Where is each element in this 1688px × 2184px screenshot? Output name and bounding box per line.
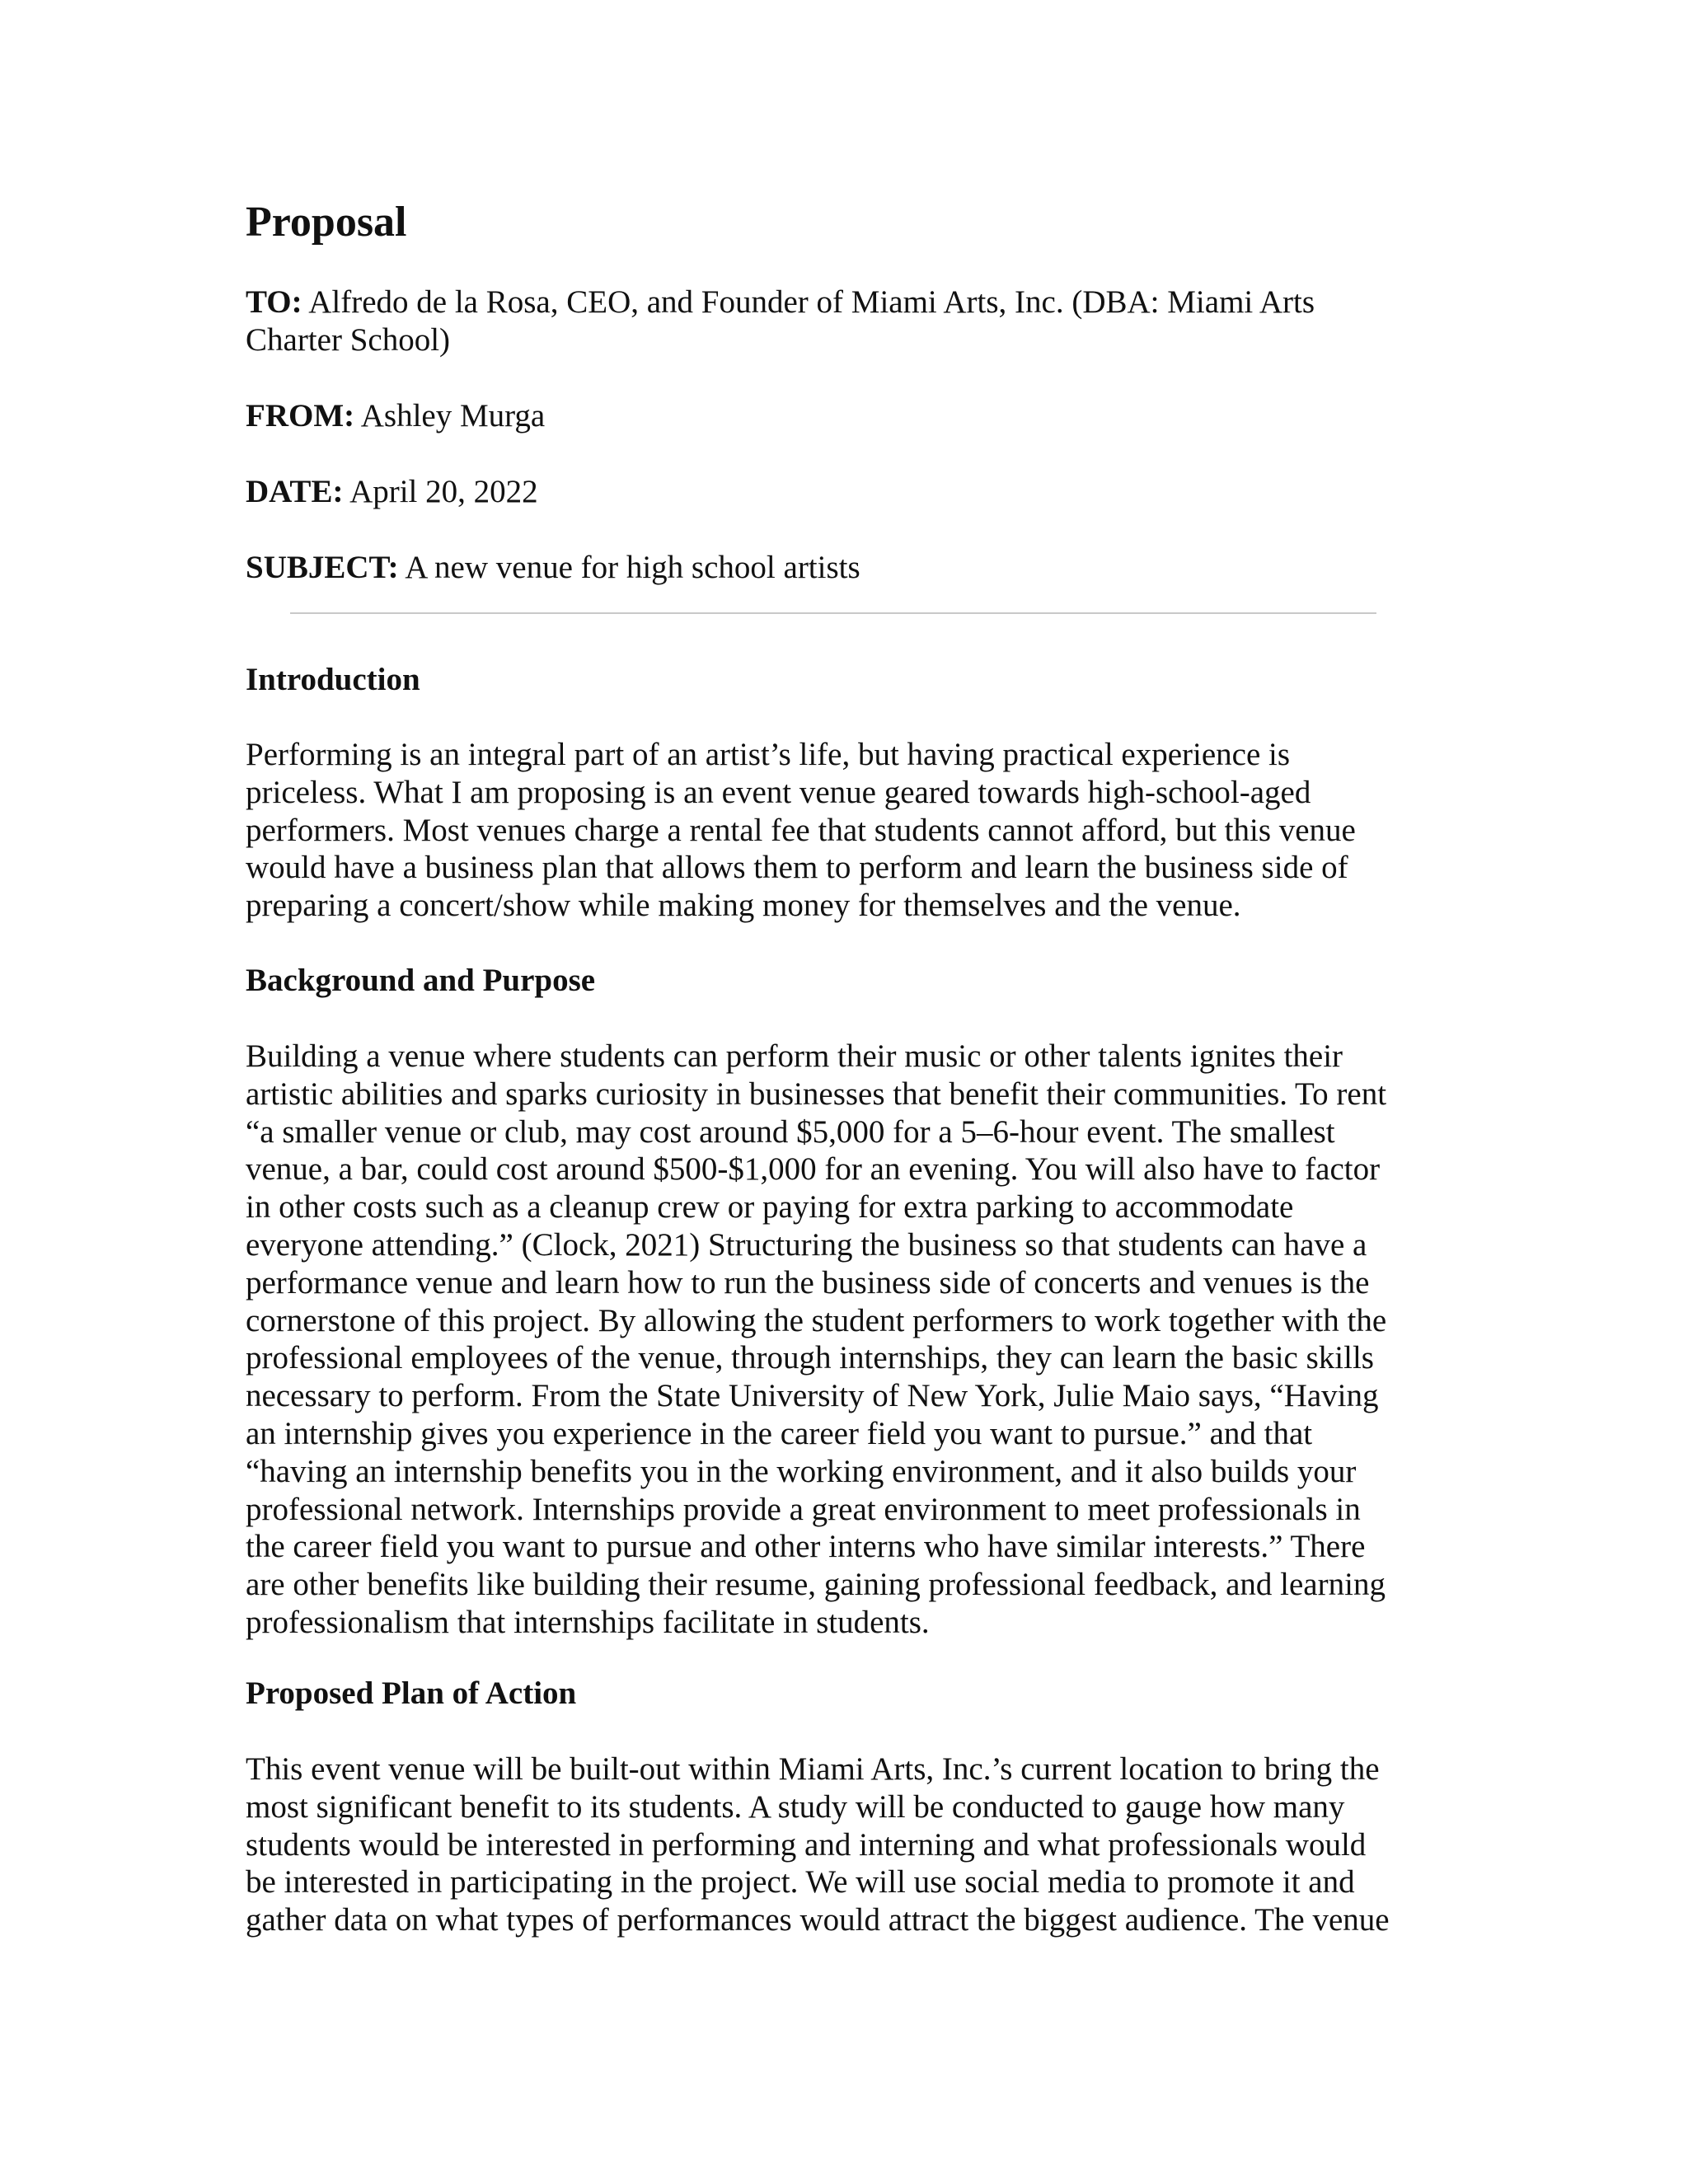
paragraph-line: are other benefits like building their resume, gaining professional feedback, and learning bbox=[246, 1567, 1386, 1603]
paragraph-line: would have a business plan that allows them to perform and learn the business side of bbox=[246, 850, 1348, 886]
paragraph-line: most significant benefit to its students. A study will be conducted to gauge how many bbox=[246, 1788, 1345, 1825]
section-body-background-and-purpose bbox=[246, 1038, 1449, 1642]
memo-divider bbox=[290, 612, 1376, 614]
paragraph-line: an internship gives you experience in the career field you want to pursue.” and that bbox=[246, 1415, 1313, 1451]
paragraph-line: in other costs such as a cleanup crew or paying for extra parking to accommodate bbox=[246, 1189, 1294, 1226]
paragraph-line: artistic abilities and sparks curiosity in businesses that benefit their communities. To rent bbox=[246, 1076, 1387, 1112]
paragraph-line: priceless. What I am proposing is an event venue geared towards high-school-aged bbox=[246, 774, 1311, 810]
paragraph-line: performers. Most venues charge a rental fee that students cannot afford, but this venue bbox=[246, 812, 1356, 848]
section-heading-background-and-purpose: Background and Purpose bbox=[246, 963, 596, 998]
memo-date-value: April 20, 2022 bbox=[349, 474, 538, 509]
paragraph-line: gather data on what types of performances would attract the biggest audience. The venue bbox=[246, 1902, 1390, 1938]
memo-to-value-line-1: Alfredo de la Rosa, CEO, and Founder of Miami Arts, Inc. (DBA: Miami Arts bbox=[308, 284, 1315, 320]
memo-to-label: TO: bbox=[246, 284, 302, 320]
section-heading-introduction: Introduction bbox=[246, 662, 420, 697]
paragraph-line: necessary to perform. From the State University of New York, Julie Maio says, “Having bbox=[246, 1378, 1379, 1414]
paragraph-line: preparing a concert/show while making money for themselves and the venue. bbox=[246, 888, 1241, 924]
paragraph-line: everyone attending.” (Clock, 2021) Structuring the business so that students can have a bbox=[246, 1226, 1367, 1263]
memo-date bbox=[246, 473, 1416, 511]
memo-from-label: FROM: bbox=[246, 398, 355, 434]
paragraph-line: “a smaller venue or club, may cost around $5,000 for a 5–6-hour event. The smallest bbox=[246, 1113, 1335, 1150]
paragraph-line: be interested in participating in the project. We will use social media to promote it and bbox=[246, 1864, 1355, 1900]
paragraph-line: performance venue and learn how to run the business side of concerts and venues is the bbox=[246, 1264, 1370, 1301]
paragraph-line: professionalism that internships facilitate in students. bbox=[246, 1604, 930, 1640]
memo-to bbox=[246, 284, 1416, 359]
document-title: Proposal bbox=[246, 199, 407, 246]
paragraph-line: Building a venue where students can perform their music or other talents ignites their bbox=[246, 1038, 1343, 1074]
section-heading-proposed-plan-of-action: Proposed Plan of Action bbox=[246, 1675, 577, 1711]
section-body-introduction bbox=[246, 736, 1449, 925]
memo-date-label: DATE: bbox=[246, 474, 344, 509]
memo-subject-label: SUBJECT: bbox=[246, 550, 399, 585]
memo-to-value-line-2: Charter School) bbox=[246, 322, 451, 358]
paragraph-line: the career field you want to pursue and other interns who have similar interests.” There bbox=[246, 1529, 1366, 1565]
memo-subject-value: A new venue for high school artists bbox=[405, 550, 860, 585]
paragraph-line: venue, a bar, could cost around $500-$1,000 for an evening. You will also have to factor bbox=[246, 1151, 1381, 1188]
paragraph-line: This event venue will be built-out within Miami Arts, Inc.’s current location to bring the bbox=[246, 1751, 1380, 1787]
memo-subject bbox=[246, 549, 1416, 587]
paragraph-line: cornerstone of this project. By allowing the student performers to work together with the bbox=[246, 1302, 1387, 1338]
paragraph-line: Performing is an integral part of an artist’s life, but having practical experience is bbox=[246, 737, 1291, 772]
paragraph-line: professional employees of the venue, through internships, they can learn the basic skills bbox=[246, 1340, 1374, 1376]
paragraph-line: “having an internship benefits you in the working environment, and it also builds your bbox=[246, 1453, 1357, 1489]
memo-from-value: Ashley Murga bbox=[360, 398, 546, 434]
paragraph-line: professional network. Internships provide a great environment to meet professionals in bbox=[246, 1491, 1361, 1527]
section-body-proposed-plan-of-action bbox=[246, 1750, 1449, 1939]
paragraph-line: students would be interested in performing and interning and what professionals would bbox=[246, 1826, 1367, 1863]
memo-from bbox=[246, 397, 1416, 435]
